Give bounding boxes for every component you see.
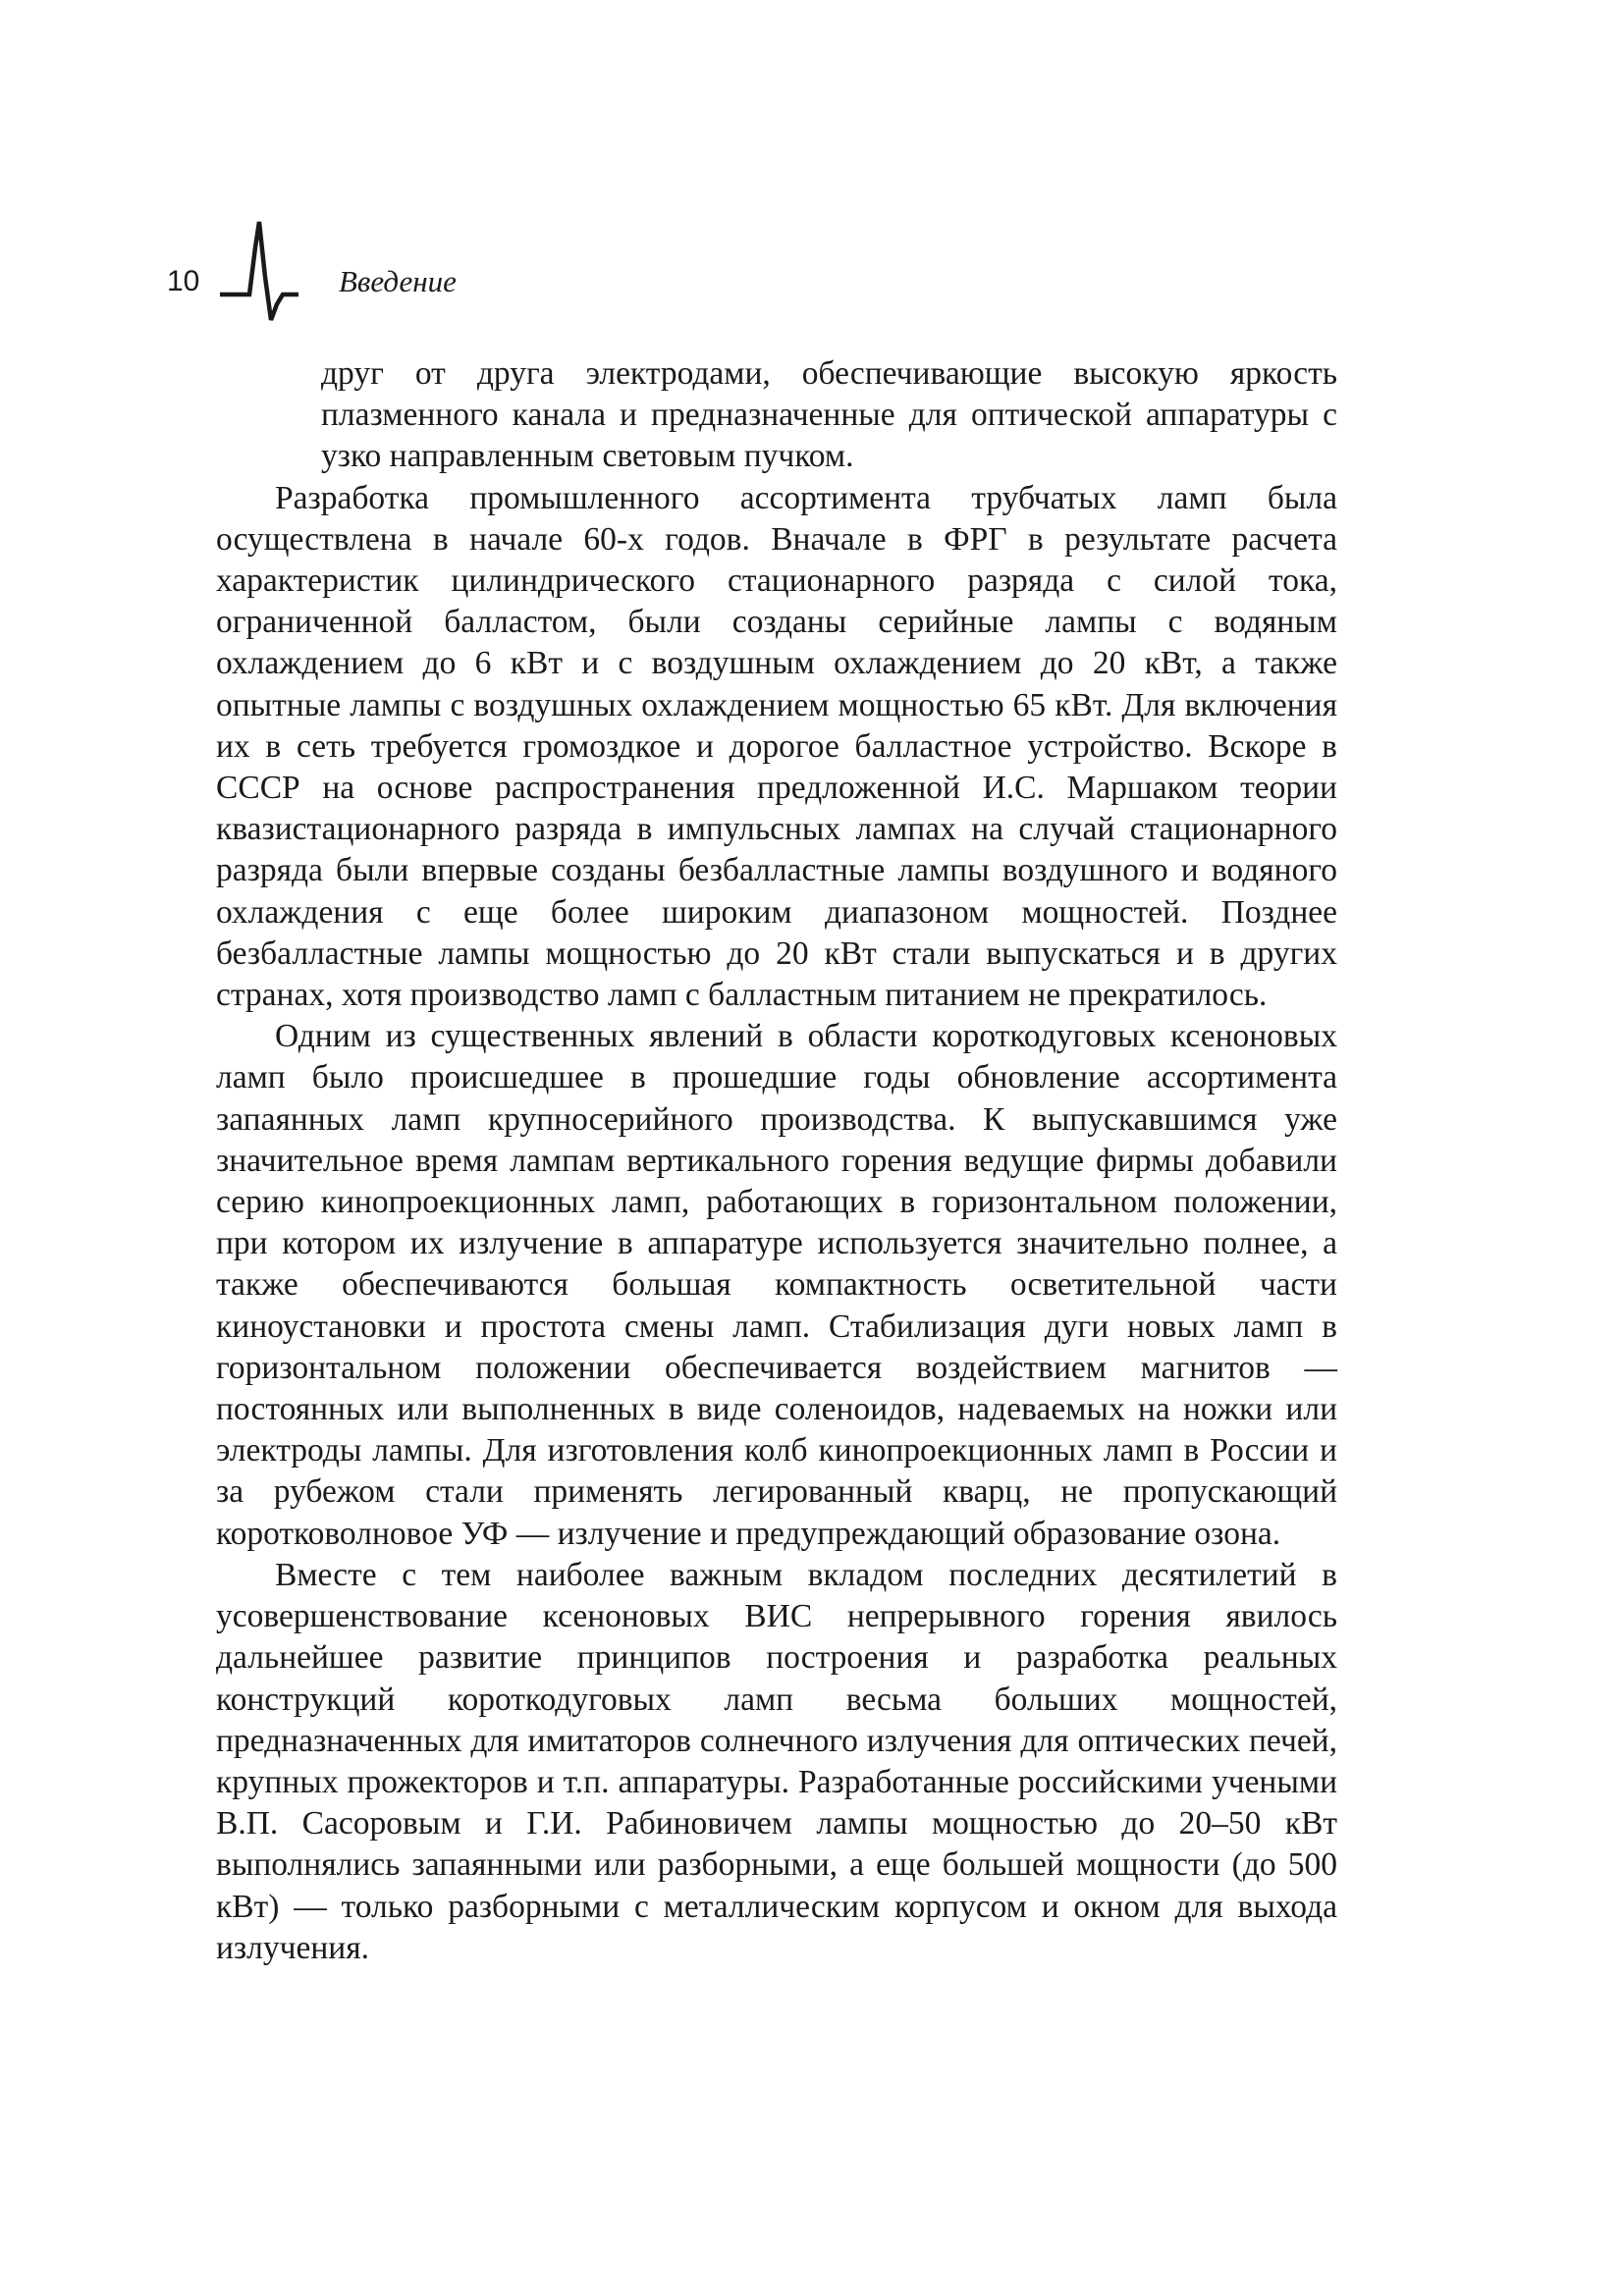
body-text	[216, 353, 1337, 1969]
paragraph: Одним из существенных явлений в области короткодуговых ксеноновых ламп было происшедшее в прошедшие годы обновление ассортимента запаянных ламп крупносерийного производства. К выпускавшимся уже значительное время лампам вертикального горения ведущие фирмы добавили серию кинопроекционных ламп, работающих в горизонтальном положении, при котором их излучение в аппаратуре используется значительно полнее, а также обеспечиваются большая компактность осветительной части киноустановки и простота смены ламп. Стабилизация дуги новых ламп в горизонтальном положении обеспечивается воздействием магнитов — постоянных или выполненных в виде соленоидов, надеваемых на ножки или электроды лампы. Для изготовления колб кинопроекционных ламп в России и за рубежом стали применять легированный кварц, не пропускающий коротковолновое УФ — излучение и предупреждающий образование озона.	[216, 1018, 1337, 1552]
section-title: Введение	[339, 264, 457, 298]
heartbeat-pulse-icon	[218, 218, 326, 324]
paragraph: Разработка промышленного ассортимента трубчатых ламп была осуществлена в начале 60-х годов. Вначале в ФРГ в результате расчета характеристик цилиндрического стационарного разряда с силой тока, ограниченной балластом, были созданы серийные лампы с водяным охлаждением до 6 кВт и с воздушным охлаждением до 20 кВт, а также опытные лампы с воздушных охлаждением мощностью 65 кВт. Для включения их в сеть требуется громоздкое и дорогое балластное устройство. Вскоре в СССР на основе распространения предложенной И.С. Маршаком теории квазистационарного разряда в импульсных лампах на случай стационарного разряда были впервые созданы безбалластные лампы воздушного и водяного охлаждения с еще более широким диапазоном мощностей. Позднее безбалластные лампы мощностью до 20 кВт стали выпускаться и в других странах, хотя производство ламп с балластным питанием не прекратилось.	[216, 479, 1337, 1014]
running-header	[167, 218, 952, 326]
page-number: 10	[167, 265, 200, 297]
paragraph: Вместе с тем наиболее важным вкладом последних десятилетий в усовершенствование ксеноновых ВИС непрерывного горения явилось дальнейшее развитие принципов построения и разработка реальных конструкций короткодуговых ламп весьма больших мощностей, предназначенных для имитаторов солнечного излучения для оптических печей, крупных прожекторов и т.п. аппаратуры. Разработанные российскими учеными В.П. Сасоровым и Г.И. Рабиновичем лампы мощностью до 20–50 кВт выполнялись запаянными или разборными, а еще большей мощности (до 500 кВт) — только разборными с металлическим корпусом и окном для выхода излучения.	[216, 1556, 1337, 1966]
paragraph-continuation: друг от друга электродами, обеспечивающие высокую яркость плазменного канала и предназначенные для оптической аппаратуры с узко направленным световым пучком.	[321, 355, 1337, 475]
